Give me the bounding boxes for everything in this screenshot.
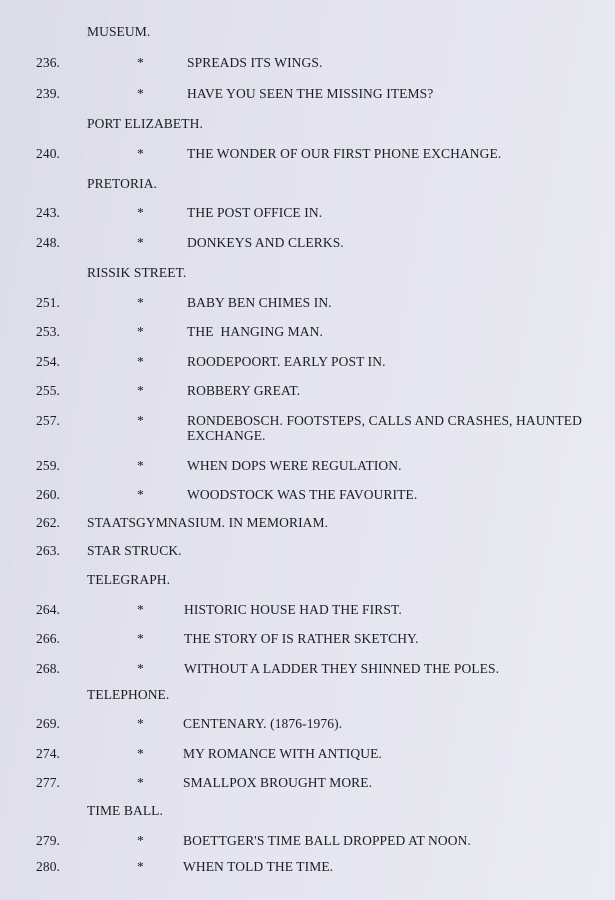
bullet-asterisk: * — [137, 631, 144, 646]
entry-title: DONKEYS AND CLERKS. — [187, 235, 344, 250]
bullet-asterisk: * — [137, 354, 144, 369]
entry-number: 259. — [36, 458, 61, 473]
entry-title: BABY BEN CHIMES IN. — [187, 295, 332, 310]
entry-number: 254. — [36, 354, 61, 369]
heading-text: TELEGRAPH. — [87, 572, 171, 587]
entry-title: CENTENARY. (1876-1976). — [183, 716, 343, 731]
heading-text: PORT ELIZABETH. — [87, 116, 203, 131]
entry-number: 266. — [36, 631, 61, 646]
entry-number: 280. — [36, 859, 61, 874]
entry-title: THE STORY OF IS RATHER SKETCHY. — [184, 631, 419, 646]
bullet-asterisk: * — [137, 661, 144, 676]
entry-title: ROODEPOORT. EARLY POST IN. — [187, 354, 386, 369]
entry-title: STAATSGYMNASIUM. IN MEMORIAM. — [87, 515, 329, 530]
bullet-asterisk: * — [137, 86, 144, 101]
entry-title: STAR STRUCK. — [87, 543, 182, 558]
entry-number: 253. — [36, 324, 61, 339]
heading-text: TELEPHONE. — [87, 687, 170, 702]
bullet-asterisk: * — [137, 383, 144, 398]
bullet-asterisk: * — [137, 458, 144, 473]
bullet-asterisk: * — [137, 487, 144, 502]
bullet-asterisk: * — [137, 602, 144, 617]
heading-text: PRETORIA. — [87, 176, 158, 191]
bullet-asterisk: * — [137, 295, 144, 310]
entry-title: WOODSTOCK WAS THE FAVOURITE. — [187, 487, 418, 502]
entry-number: 255. — [36, 383, 61, 398]
entry-number: 277. — [36, 775, 61, 790]
entry-title: SMALLPOX BROUGHT MORE. — [183, 775, 373, 790]
entry-title: WHEN DOPS WERE REGULATION. — [187, 458, 402, 473]
entry-title: HAVE YOU SEEN THE MISSING ITEMS? — [187, 86, 434, 101]
entry-number: 262. — [36, 515, 61, 530]
entry-number: 274. — [36, 746, 61, 761]
entry-number: 269. — [36, 716, 61, 731]
entry-title: SPREADS ITS WINGS. — [187, 55, 323, 70]
bullet-asterisk: * — [137, 413, 144, 428]
entry-number: 257. — [36, 413, 61, 428]
bullet-asterisk: * — [137, 324, 144, 339]
entry-title: THE WONDER OF OUR FIRST PHONE EXCHANGE. — [187, 146, 502, 161]
entry-title: WITHOUT A LADDER THEY SHINNED THE POLES. — [184, 661, 500, 676]
bullet-asterisk: * — [137, 55, 144, 70]
bullet-asterisk: * — [137, 859, 144, 874]
bullet-asterisk: * — [137, 775, 144, 790]
bullet-asterisk: * — [137, 833, 144, 848]
entry-title: RONDEBOSCH. FOOTSTEPS, CALLS AND CRASHES, HAUNTED EXCHANGE. — [187, 413, 582, 443]
heading-text: TIME BALL. — [87, 803, 163, 818]
entry-number: 236. — [36, 55, 61, 70]
entry-number: 260. — [36, 487, 61, 502]
entry-title: ROBBERY GREAT. — [187, 383, 301, 398]
bullet-asterisk: * — [137, 746, 144, 761]
entry-number: 239. — [36, 86, 61, 101]
entry-title: THE HANGING MAN. — [187, 324, 323, 339]
entry-title: THE POST OFFICE IN. — [187, 205, 323, 220]
entry-title: WHEN TOLD THE TIME. — [183, 859, 334, 874]
bullet-asterisk: * — [137, 146, 144, 161]
entry-number: 263. — [36, 543, 61, 558]
entry-number: 268. — [36, 661, 61, 676]
entry-title: HISTORIC HOUSE HAD THE FIRST. — [184, 602, 402, 617]
bullet-asterisk: * — [137, 716, 144, 731]
bullet-asterisk: * — [137, 205, 144, 220]
entry-number: 279. — [36, 833, 61, 848]
entry-number: 243. — [36, 205, 61, 220]
heading-text: MUSEUM. — [87, 24, 151, 39]
entry-number: 251. — [36, 295, 61, 310]
entry-title: BOETTGER'S TIME BALL DROPPED AT NOON. — [183, 833, 471, 848]
heading-text: RISSIK STREET. — [87, 265, 187, 280]
entry-number: 248. — [36, 235, 61, 250]
entry-number: 264. — [36, 602, 61, 617]
bullet-asterisk: * — [137, 235, 144, 250]
entry-number: 240. — [36, 146, 61, 161]
entry-title: MY ROMANCE WITH ANTIQUE. — [183, 746, 382, 761]
